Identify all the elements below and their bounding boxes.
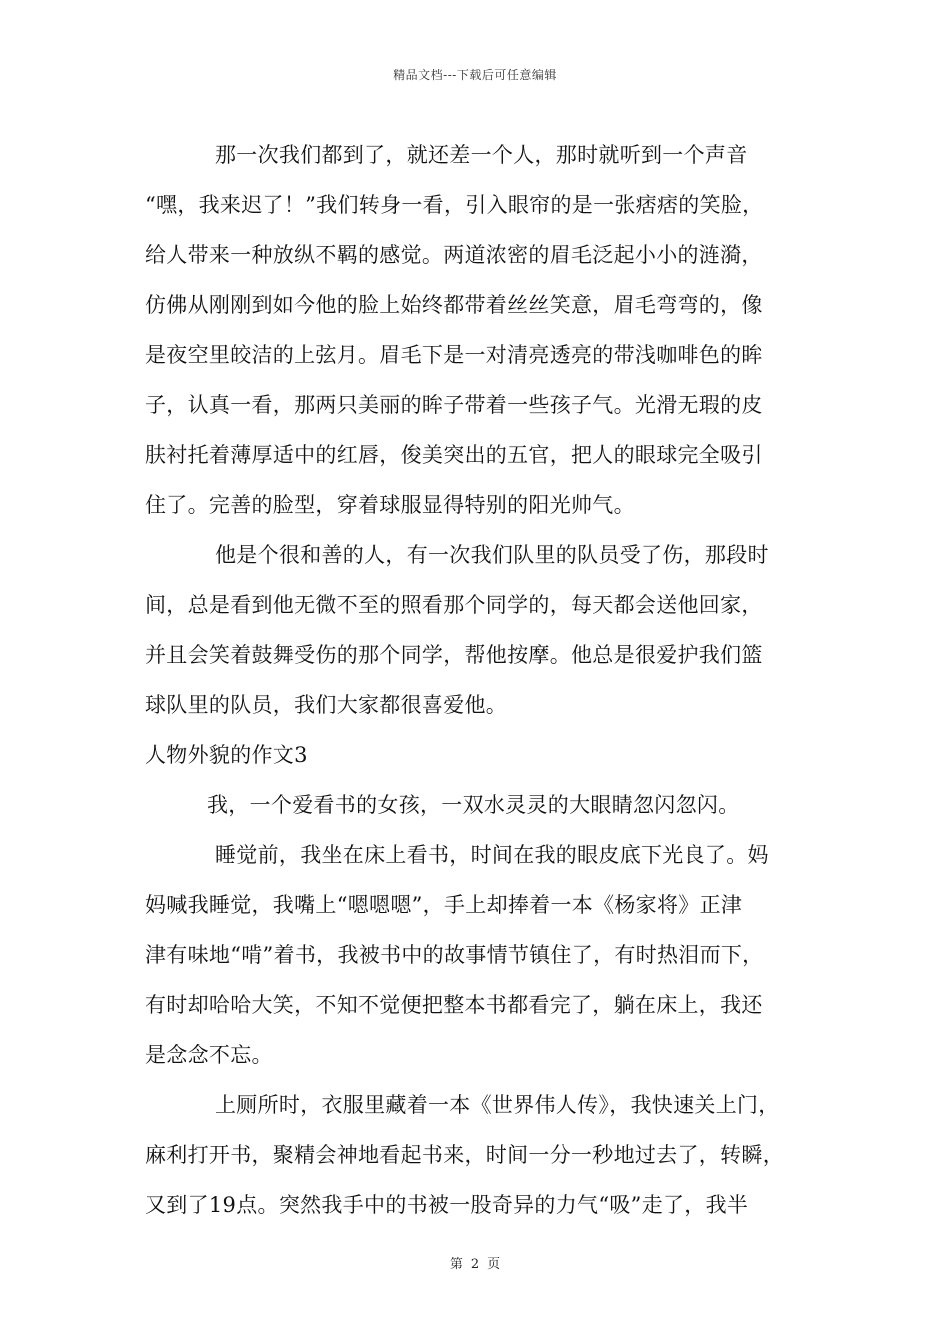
text-line: 球队里的队员，我们大家都很喜爱他。 xyxy=(145,693,508,717)
text-line: 睡觉前，我坐在床上看书，时间在我的眼皮底下光良了。妈 xyxy=(215,843,769,867)
document-body xyxy=(145,130,825,1230)
text-line: 那一次我们都到了，就还差一个人，那时就听到一个声音 xyxy=(215,143,748,167)
text-line: 有时却哈哈大笑，不知不觉便把整本书都看完了，躺在床上，我还 xyxy=(145,993,763,1017)
page-footer xyxy=(0,1253,950,1272)
text-line: 仿佛从刚刚到如今他的脸上始终都带着丝丝笑意，眉毛弯弯的，像 xyxy=(145,293,763,317)
text-line: 上厕所时，衣服里藏着一本《世界伟人传》，我快速关上门， xyxy=(215,1093,780,1117)
text-line: 子，认真一看，那两只美丽的眸子带着一些孩子气。光滑无瑕的皮 xyxy=(145,393,763,417)
page-header: 精品文档---下载后可任意编辑 xyxy=(393,68,557,82)
text-line: 他是个很和善的人，有一次我们队里的队员受了伤，那段时 xyxy=(215,543,769,567)
text-line: 住了。完善的脸型，穿着球服显得特别的阳光帅气。 xyxy=(145,493,635,517)
text-line: 间，总是看到他无微不至的照看那个同学的，每天都会送他回家， xyxy=(145,593,763,617)
text-line: 是夜空里皎洁的上弦月。眉毛下是一对清亮透亮的带浅咖啡色的眸 xyxy=(145,343,763,367)
text-line: 并且会笑着鼓舞受伤的那个同学，帮他按摩。他总是很爱护我们篮 xyxy=(145,643,763,667)
text-line: 又到了19点。突然我手中的书被一股奇异的力气“吸”走了，我半 xyxy=(145,1193,749,1217)
section-heading: 人物外貌的作文3 xyxy=(145,743,308,767)
text-line: 妈喊我睡觉，我嘴上“嗯嗯嗯”，手上却捧着一本《杨家将》正津 xyxy=(145,893,743,917)
text-line: 是念念不忘。 xyxy=(145,1043,273,1067)
page-suffix: 页 xyxy=(487,1257,501,1272)
text-line: 津有味地“啃”着书，我被书中的故事情节镇住了，有时热泪而下， xyxy=(145,943,764,967)
text-line: 麻利打开书，聚精会神地看起书来，时间一分一秒地过去了，转瞬， xyxy=(145,1143,784,1167)
text-line: 给人带来一种放纵不羁的感觉。两道浓密的眉毛泛起小小的涟漪， xyxy=(145,243,763,267)
text-line: “嘿，我来迟了！”我们转身一看，引入眼帘的是一张痞痞的笑脸， xyxy=(145,193,764,217)
text-line: 我，一个爱看书的女孩，一双水灵灵的大眼睛忽闪忽闪。 xyxy=(207,793,740,817)
text-line: 肤衬托着薄厚适中的红唇，俊美突出的五官，把人的眼球完全吸引 xyxy=(145,443,763,467)
page-prefix: 第 xyxy=(449,1257,463,1272)
page-number: 2 xyxy=(470,1257,480,1272)
